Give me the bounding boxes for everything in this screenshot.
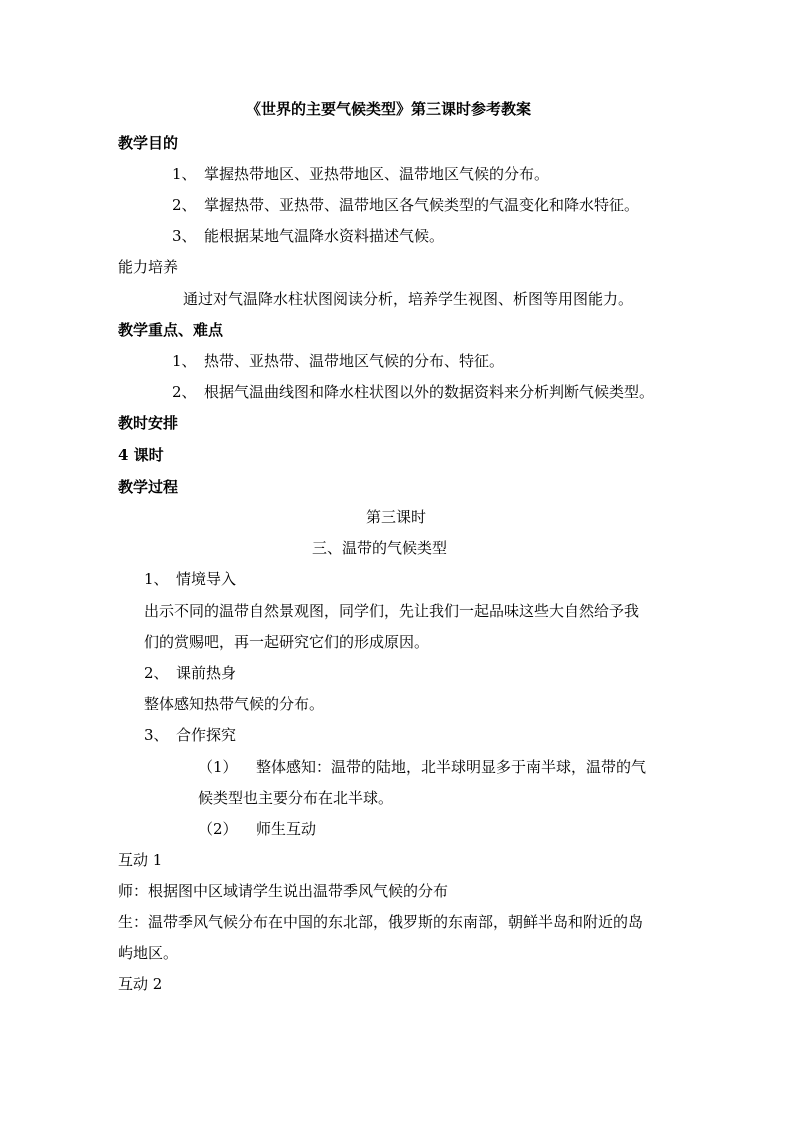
- step-label: 情境导入: [176, 570, 237, 588]
- schedule-heading: 教时安排: [118, 414, 179, 432]
- goal-item-number: 3、: [172, 227, 197, 245]
- student-text: 生：温带季风气候分布在中国的东北部，俄罗斯的东南部，朝鲜半岛和附近的岛: [118, 913, 644, 931]
- keypoint-item: [172, 382, 654, 402]
- lesson-title: 第三课时: [366, 508, 427, 526]
- keypoint-item-number: 1、: [172, 352, 197, 370]
- body-text: 们的赏赐吧，再一起研究它们的形成原因。: [144, 633, 430, 651]
- sub-item: [198, 819, 316, 839]
- keypoint-item-text: 根据气温曲线图和降水柱状图以外的数据资料来分析判断气候类型。: [204, 383, 655, 401]
- teacher-text: 师：根据图中区域请学生说出温带季风气候的分布: [118, 882, 449, 900]
- step-number: 1、: [144, 570, 169, 588]
- goal-item: [172, 226, 444, 246]
- sub-item: [198, 757, 646, 777]
- step-number: 2、: [144, 664, 169, 682]
- goal-item: [172, 195, 639, 215]
- ability-text: 通过对气温降水柱状图阅读分析，培养学生视图、析图等用图能力。: [183, 290, 634, 308]
- step-heading: [144, 569, 236, 589]
- step-label: 合作探究: [176, 726, 237, 744]
- document-title: 《世界的主要气候类型》第三课时参考教案: [246, 100, 532, 118]
- sub-item-text: 整体感知：温带的陆地，北半球明显多于南半球，温带的气: [256, 758, 647, 776]
- goal-item-number: 2、: [172, 196, 197, 214]
- goals-heading: 教学目的: [118, 134, 179, 152]
- step-heading: [144, 725, 236, 745]
- body-text: 出示不同的温带自然景观图，同学们，先让我们一起品味这些大自然给予我: [144, 602, 640, 620]
- interaction-heading: 互动 1: [118, 851, 163, 869]
- keypoint-item: [172, 351, 504, 371]
- student-text: 屿地区。: [118, 944, 179, 962]
- keypoint-item-number: 2、: [172, 383, 197, 401]
- schedule-value: 4 课时: [118, 446, 164, 464]
- keypoint-item-text: 热带、亚热带、温带地区气候的分布、特征。: [204, 352, 505, 370]
- goal-item: [172, 164, 549, 184]
- sub-item-text: 师生互动: [256, 820, 317, 838]
- body-text: 候类型也主要分布在北半球。: [198, 789, 394, 807]
- body-text: 整体感知热带气候的分布。: [144, 695, 325, 713]
- keypoints-heading: 教学重点、难点: [118, 321, 224, 339]
- process-heading: 教学过程: [118, 478, 179, 496]
- goal-item-text: 掌握热带地区、亚热带地区、温带地区气候的分布。: [204, 165, 550, 183]
- ability-heading: 能力培养: [118, 258, 179, 276]
- sub-item-number: （1）: [198, 758, 238, 776]
- interaction-heading: 互动 2: [118, 975, 163, 993]
- step-label: 课前热身: [176, 664, 237, 682]
- step-heading: [144, 663, 236, 683]
- goal-item-text: 能根据某地气温降水资料描述气候。: [204, 227, 445, 245]
- sub-item-number: （2）: [198, 820, 238, 838]
- step-number: 3、: [144, 726, 169, 744]
- goal-item-number: 1、: [172, 165, 197, 183]
- goal-item-text: 掌握热带、亚热带、温带地区各气候类型的气温变化和降水特征。: [204, 196, 640, 214]
- section-title: 三、温带的气候类型: [312, 539, 448, 557]
